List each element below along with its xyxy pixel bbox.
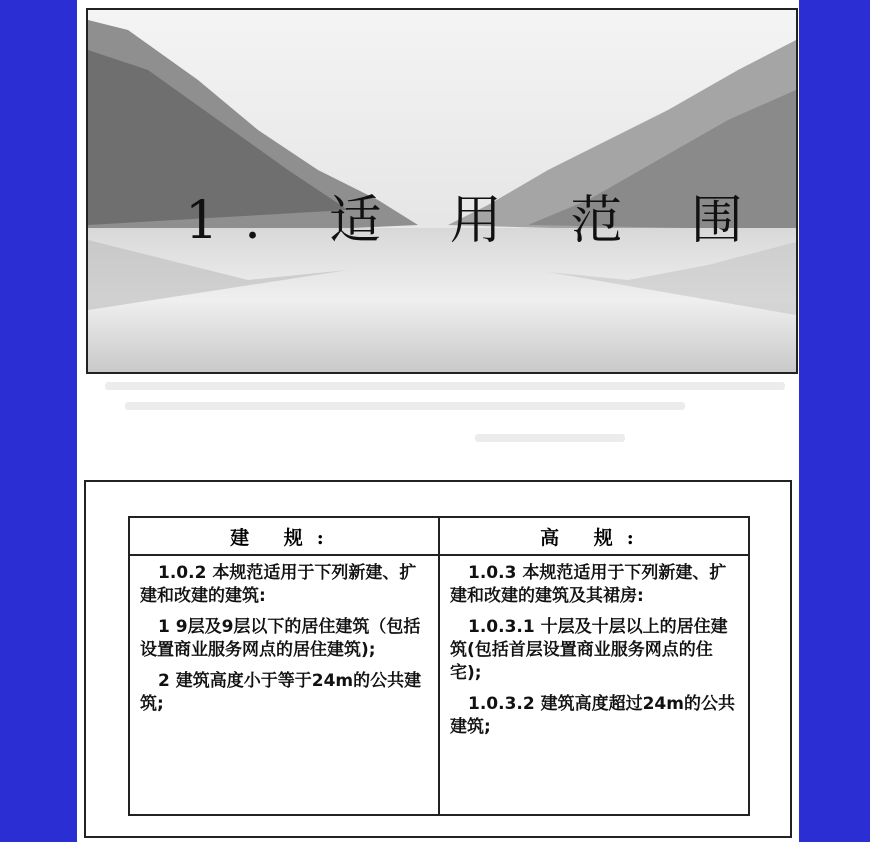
column-header-gaogui: 高 规:: [439, 517, 749, 555]
right-clause-1: 1.0.3.1 十层及十层以上的居住建筑(包括首层设置商业服务网点的住宅);: [450, 617, 728, 683]
faded-background-text: [95, 378, 785, 468]
comparison-box: [84, 480, 792, 838]
comparison-table: [128, 516, 750, 816]
landscape-image: [86, 8, 798, 374]
left-column-text: [129, 555, 439, 815]
slide-page: [77, 0, 799, 842]
left-clause-1: 1 9层及9层以下的居住建筑（包括设置商业服务网点的居住建筑);: [140, 617, 421, 660]
column-header-jiangui: 建 规:: [129, 517, 439, 555]
right-clause-intro: 1.0.3 本规范适用于下列新建、扩建和改建的建筑及其裙房:: [450, 563, 727, 606]
left-clause-2: 2 建筑高度小于等于24m的公共建筑;: [140, 671, 422, 714]
slide-title: 1. 适 用 范 围: [185, 191, 769, 251]
right-clause-2: 1.0.3.2 建筑高度超过24m的公共建筑;: [450, 694, 735, 737]
right-column-text: [439, 555, 749, 815]
left-clause-intro: 1.0.2 本规范适用于下列新建、扩建和改建的建筑:: [140, 563, 417, 606]
